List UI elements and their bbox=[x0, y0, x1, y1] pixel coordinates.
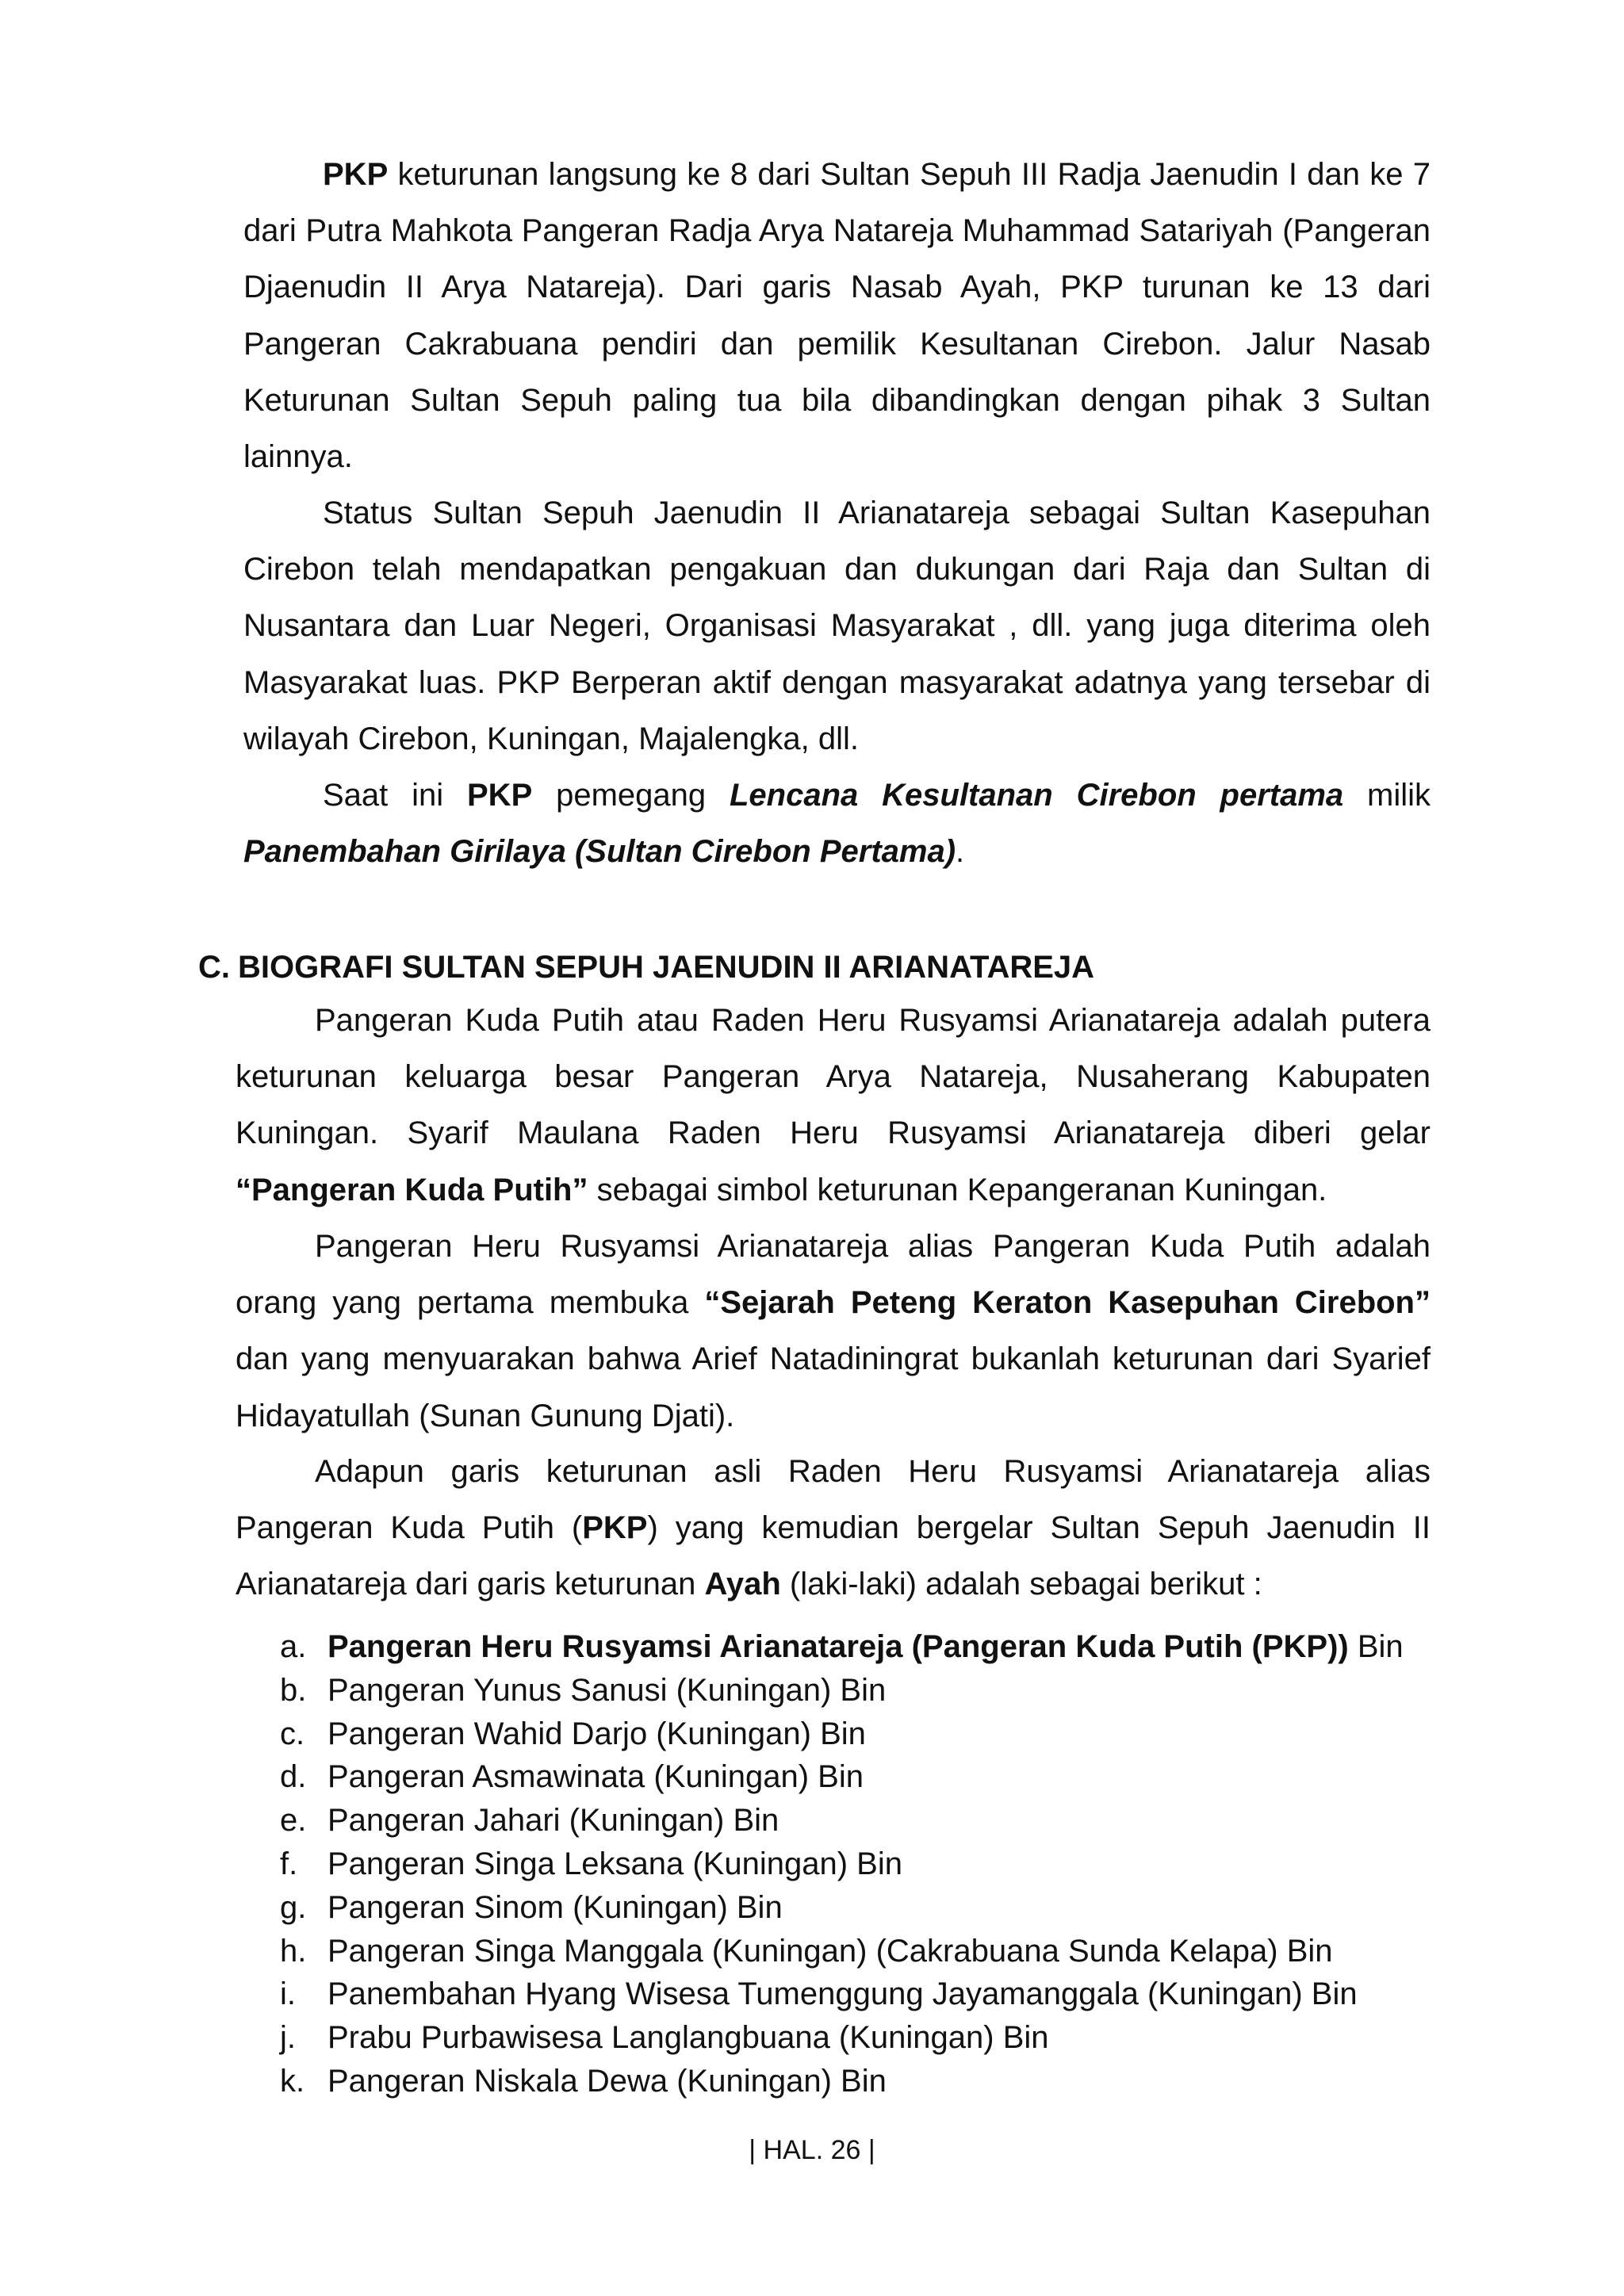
lineage-item bbox=[280, 1799, 1404, 1843]
paragraph-status bbox=[243, 485, 1431, 767]
paragraph-text: . bbox=[956, 834, 965, 870]
paragraph-text: ) yang kemudian bergelar Sultan Sepuh Jaenudin II Arianatareja dari garis keturunan bbox=[236, 1510, 1431, 1602]
lineage-name: Pangeran Sinom (Kuningan) Bin bbox=[327, 1889, 783, 1925]
lineage-name: Pangeran Singa Manggala (Kuningan) (Cakrabuana Sunda Kelapa) Bin bbox=[327, 1933, 1333, 1969]
lineage-name: Bin bbox=[1348, 1629, 1404, 1664]
lineage-item bbox=[280, 1973, 1404, 2016]
paragraph-text: Status Sultan Sepuh Jaenudin II Arianatareja sebagai Sultan Kasepuhan Cirebon telah mendapatkan pengakuan dan dukungan dari Raja dan Sultan di Nusantara dan Luar Negeri, Organisasi Masyarakat , dll. yang juga diterima oleh Masyarakat luas. PKP Berperan aktif dengan masyarakat adatnya yang tersebar di wilayah Cirebon, Kuningan, Majalengka, dll. bbox=[243, 496, 1431, 756]
lineage-name: Prabu Purbawisesa Langlangbuana (Kuningan) Bin bbox=[327, 2020, 1049, 2056]
paragraph-text: Saat ini bbox=[323, 778, 467, 813]
paragraph-text: Pangeran Heru Rusyamsi Arianatareja alias Pangeran Kuda Putih adalah orang yang pertama membuka bbox=[236, 1229, 1431, 1321]
lineage-item bbox=[280, 1930, 1404, 1973]
list-marker: a. bbox=[280, 1629, 307, 1664]
list-marker: e. bbox=[280, 1803, 307, 1839]
paragraph-text: Pangeran Kuda Putih atau Raden Heru Rusyamsi Arianatareja adalah putera keturunan keluarga besar Pangeran Arya Natareja, Nusaherang Kabupaten Kuningan. Syarif Maulana Raden Heru Rusyamsi Arianatareja diberi gelar bbox=[236, 1003, 1431, 1151]
lineage-name-bold: Pangeran Heru Rusyamsi Arianatareja (Pangeran Kuda Putih (PKP)) bbox=[327, 1629, 1349, 1664]
lineage-item bbox=[280, 2016, 1404, 2060]
lineage-item bbox=[280, 1886, 1404, 1930]
list-marker: d. bbox=[280, 1759, 307, 1795]
lineage-item bbox=[280, 1625, 1404, 1669]
lineage-name: Pangeran Wahid Darjo (Kuningan) Bin bbox=[327, 1716, 866, 1751]
lineage-name: Pangeran Niskala Dewa (Kuningan) Bin bbox=[327, 2063, 887, 2099]
list-marker: i. bbox=[280, 1976, 296, 2012]
lineage-item bbox=[280, 2060, 1404, 2103]
pkp-label: PKP bbox=[323, 157, 389, 192]
lineage-item bbox=[280, 1712, 1404, 1756]
list-marker: f. bbox=[280, 1846, 298, 1881]
paragraph-biography-intro bbox=[236, 993, 1431, 1219]
lineage-list bbox=[280, 1625, 1404, 2103]
section-title: BIOGRAFI SULTAN SEPUH JAENUDIN II ARIANATAREJA bbox=[238, 950, 1095, 985]
paragraph-text: sebagai simbol keturunan Kepangeranan Kuningan. bbox=[588, 1172, 1327, 1207]
list-marker: j. bbox=[280, 2020, 296, 2056]
pkp-label: PKP bbox=[582, 1510, 648, 1546]
emphasis-lencana: Lencana Kesultanan Cirebon pertama bbox=[730, 778, 1344, 813]
paragraph-lencana bbox=[243, 767, 1431, 880]
ayah-label: Ayah bbox=[704, 1567, 781, 1602]
paragraph-text: (laki-laki) adalah sebagai berikut : bbox=[780, 1567, 1262, 1602]
emphasis-girilaya: Panembahan Girilaya (Sultan Cirebon Pertama) bbox=[243, 834, 956, 870]
list-marker: c. bbox=[280, 1716, 305, 1751]
paragraph-text: milik bbox=[1343, 778, 1431, 813]
lineage-item bbox=[280, 1843, 1404, 1886]
paragraph-text: keturunan langsung ke 8 dari Sultan Sepuh III Radja Jaenudin I dan ke 7 dari Putra Mahkota Pangeran Radja Arya Natareja Muhammad Satariyah (Pangeran Djaenudin II Arya Natareja). Dari garis Nasab Ayah, PKP turunan ke 13 dari Pangeran Cakrabuana pendiri dan pemilik Kesultanan Cirebon. Jalur Nasab Keturunan Sultan Sepuh paling tua bila dibandingkan dengan pihak 3 Sultan lainnya. bbox=[243, 157, 1431, 475]
paragraph-sejarah-peteng bbox=[236, 1219, 1431, 1445]
list-marker: h. bbox=[280, 1933, 307, 1969]
paragraph-text: dan yang menyuarakan bahwa Arief Natadiningrat bukanlah keturunan dari Syarief Hidayatullah (Sunan Gunung Djati). bbox=[236, 1341, 1431, 1433]
paragraph-text: Adapun garis keturunan asli Raden Heru Rusyamsi Arianatareja alias Pangeran Kuda Putih ( bbox=[236, 1454, 1431, 1546]
lineage-name: Panembahan Hyang Wisesa Tumenggung Jayamanggala (Kuningan) Bin bbox=[327, 1976, 1358, 2012]
section-letter: C. bbox=[198, 950, 230, 985]
list-marker: g. bbox=[280, 1889, 307, 1925]
paragraph-lineage-intro bbox=[236, 1444, 1431, 1613]
pkp-label: PKP bbox=[467, 778, 533, 813]
list-marker: b. bbox=[280, 1672, 307, 1708]
lineage-name: Pangeran Singa Leksana (Kuningan) Bin bbox=[327, 1846, 902, 1881]
paragraph-text: pemegang bbox=[532, 778, 730, 813]
lineage-item bbox=[280, 1669, 1404, 1712]
section-heading bbox=[198, 945, 1094, 989]
lineage-item bbox=[280, 1755, 1404, 1799]
lineage-name: Pangeran Asmawinata (Kuningan) Bin bbox=[327, 1759, 864, 1795]
paragraph-pkp-lineage bbox=[243, 147, 1431, 485]
lineage-name: Pangeran Yunus Sanusi (Kuningan) Bin bbox=[327, 1672, 887, 1708]
lineage-name: Pangeran Jahari (Kuningan) Bin bbox=[327, 1803, 779, 1839]
list-marker: k. bbox=[280, 2063, 305, 2099]
title-sejarah-peteng: “Sejarah Peteng Keraton Kasepuhan Cirebon” bbox=[704, 1285, 1431, 1321]
title-kuda-putih: “Pangeran Kuda Putih” bbox=[236, 1172, 588, 1207]
page-number: | HAL. 26 | bbox=[749, 2135, 875, 2165]
